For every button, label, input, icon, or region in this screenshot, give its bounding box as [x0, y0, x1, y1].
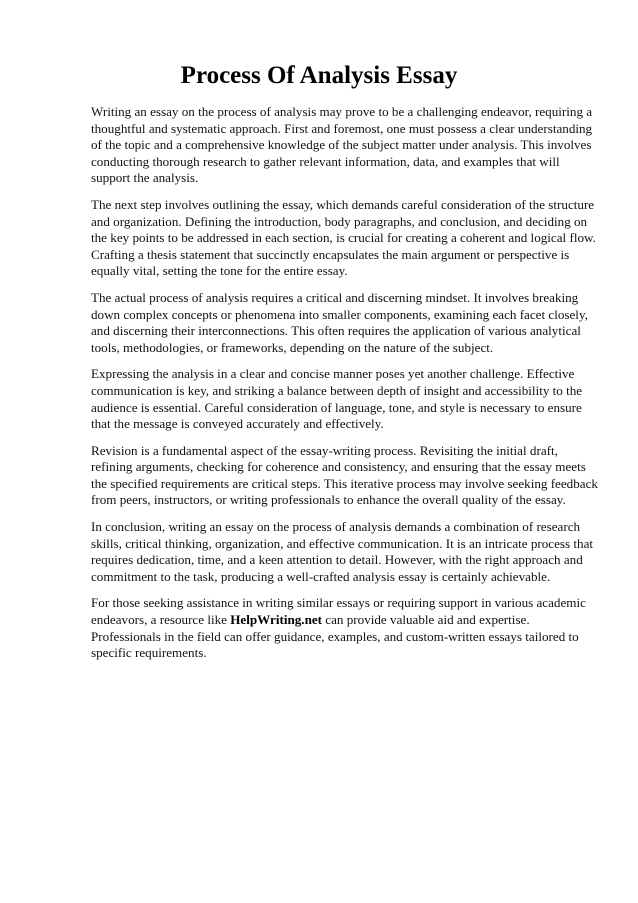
- paragraph-1: Writing an essay on the process of analysis may prove to be a challenging endeavor, requiring a thoughtful and systematic approach. First and foremost, one must possess a clear understanding of the topic and a comprehensive knowledge of the subject matter under analysis. This involves conducting thorough research to gather relevant information, data, and examples that will support the analysis.: [91, 104, 593, 186]
- paragraph-3: The actual process of analysis requires a critical and discerning mindset. It involves breaking down complex concepts or phenomena into smaller components, examining each facet closely, and discerning their interconnections. This often requires the application of various analytical tools, methodologies, or frameworks, depending on the nature of the subject.: [91, 289, 588, 355]
- document-body: [91, 104, 601, 672]
- paragraph-7-text-after: can provide valuable aid and expertise. Professionals in the field can offer guidance, examples, and custom-written essays tailored to specific requirements.: [91, 612, 579, 661]
- paragraph-5: Revision is a fundamental aspect of the essay-writing process. Revisiting the initial draft, refining arguments, checking for coherence and consistency, and ensuring that the essay meets the specified requirements are critical steps. This iterative process may involve seeking feedback from peers, instructors, or writing professionals to enhance the overall quality of the essay.: [91, 442, 598, 508]
- helpwriting-link[interactable]: HelpWriting.net: [230, 612, 323, 628]
- paragraph-4: Expressing the analysis in a clear and concise manner poses yet another challenge. Effective communication is key, and striking a balance between depth of insight and accessibility to the audience is essential. Careful consideration of language, tone, and style is necessary to ensure that the message is conveyed accurately and effectively.: [91, 366, 583, 432]
- document-title: Process Of Analysis Essay: [180, 62, 458, 89]
- paragraph-7-text-before: For those seeking assistance in writing similar essays or requiring support in various academic endeavors, a resource like: [91, 595, 586, 628]
- paragraph-7: [91, 595, 601, 661]
- paragraph-2: The next step involves outlining the essay, which demands careful consideration of the structure and organization. Defining the introduction, body paragraphs, and conclusion, and deciding on the key points to be addressed in each section, is crucial for creating a coherent and logical flow. Crafting a thesis statement that succinctly encapsulates the main argument or perspective is equally vital, setting the tone for the entire essay.: [91, 196, 596, 279]
- paragraph-6: In conclusion, writing an essay on the process of analysis demands a combination of research skills, critical thinking, organization, and effective communication. It is an intricate process that requires dedication, time, and a keen attention to detail. However, with the right approach and commitment to the task, producing a well-crafted analysis essay is certainly achievable.: [91, 519, 594, 584]
